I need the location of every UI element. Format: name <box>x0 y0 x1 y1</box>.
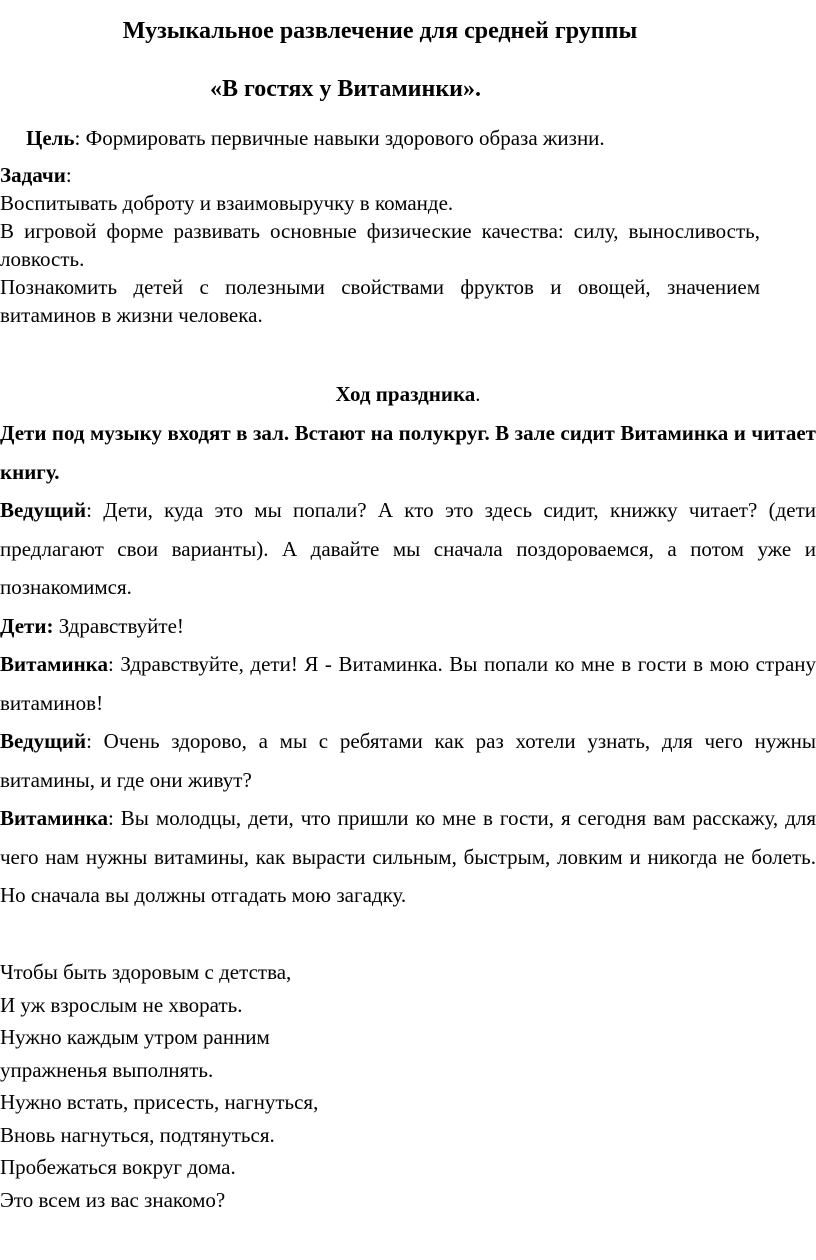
goal-label: Цель <box>26 126 75 150</box>
riddle-poem <box>0 956 816 1216</box>
goal-paragraph <box>26 123 605 153</box>
task-item: В игровой форме развивать основные физические качества: силу, выносливость, ловкость. <box>0 219 760 271</box>
tasks-colon: : <box>65 163 72 187</box>
poem-line: Чтобы быть здоровым с детства, <box>0 960 292 984</box>
poem-line: Нужно каждым утром ранним <box>0 1025 270 1049</box>
section-heading-label: Ход праздника <box>335 382 476 406</box>
dialogue-line <box>0 645 816 722</box>
speaker-name: Витаминка <box>0 652 108 676</box>
task-item: Познакомить детей с полезными свойствами фруктов и овощей, значением витаминов в жизни человека. <box>0 275 760 327</box>
script-dialogue <box>0 414 816 915</box>
speaker-name: Ведущий <box>0 729 87 753</box>
dialogue-line <box>0 491 816 607</box>
goal-text: : Формировать первичные навыки здорового образа жизни. <box>74 126 605 150</box>
section-heading <box>0 379 816 409</box>
tasks-heading <box>0 161 760 189</box>
dialogue-line <box>0 799 816 915</box>
poem-line: И уж взрослым не хворать. <box>0 992 243 1017</box>
dialogue-text: : Здравствуйте, дети! Я - Витаминка. Вы попали ко мне в гости в мою страну витаминов! <box>0 652 816 715</box>
dialogue-text: : Очень здорово, а мы с ребятами как раз хотели узнать, для чего нужны витамины, и где они живут? <box>0 729 816 792</box>
speaker-name: Витаминка <box>0 806 108 830</box>
poem-line: Вновь нагнуться, подтянуться. <box>0 1122 275 1147</box>
speaker-name: Дети: <box>0 613 54 638</box>
poem-line: упражненья выполнять. <box>0 1057 214 1082</box>
task-item: Воспитывать доброту и взаимовыручку в команде. <box>0 191 454 215</box>
tasks-block <box>0 161 760 329</box>
poem-line: Пробежаться вокруг дома. <box>0 1155 236 1179</box>
tasks-label: Задачи <box>0 163 66 187</box>
dialogue-line <box>0 607 816 646</box>
stage-direction: Дети под музыку входят в зал. Встают на полукруг. В зале сидит Витаминка и читает книгу. <box>0 421 816 484</box>
poem-line: Это всем из вас знакомо? <box>0 1187 226 1212</box>
dialogue-text: Здравствуйте! <box>53 613 184 638</box>
dialogue-text: : Дети, куда это мы попали? А кто это здесь сидит, книжку читает? (дети предлагают свои варианты). А давайте мы сначала поздороваемся, а потом уже и познакомимся. <box>0 498 816 599</box>
section-heading-dot: . <box>475 382 481 406</box>
document-title: Музыкальное развлечение для средней группы <box>122 18 638 44</box>
document-subtitle: «В гостях у Витаминки». <box>210 76 481 102</box>
speaker-name: Ведущий <box>0 498 87 522</box>
dialogue-text: : Вы молодцы, дети, что пришли ко мне в гости, я сегодня вам расскажу, для чего нам нужны витамины, как вырасти сильным, быстрым, ловким и никогда не болеть. Но сначала вы должны отгадать мою загадку. <box>0 806 816 907</box>
poem-line: Нужно встать, присесть, нагнуться, <box>0 1090 319 1114</box>
dialogue-line <box>0 722 816 799</box>
